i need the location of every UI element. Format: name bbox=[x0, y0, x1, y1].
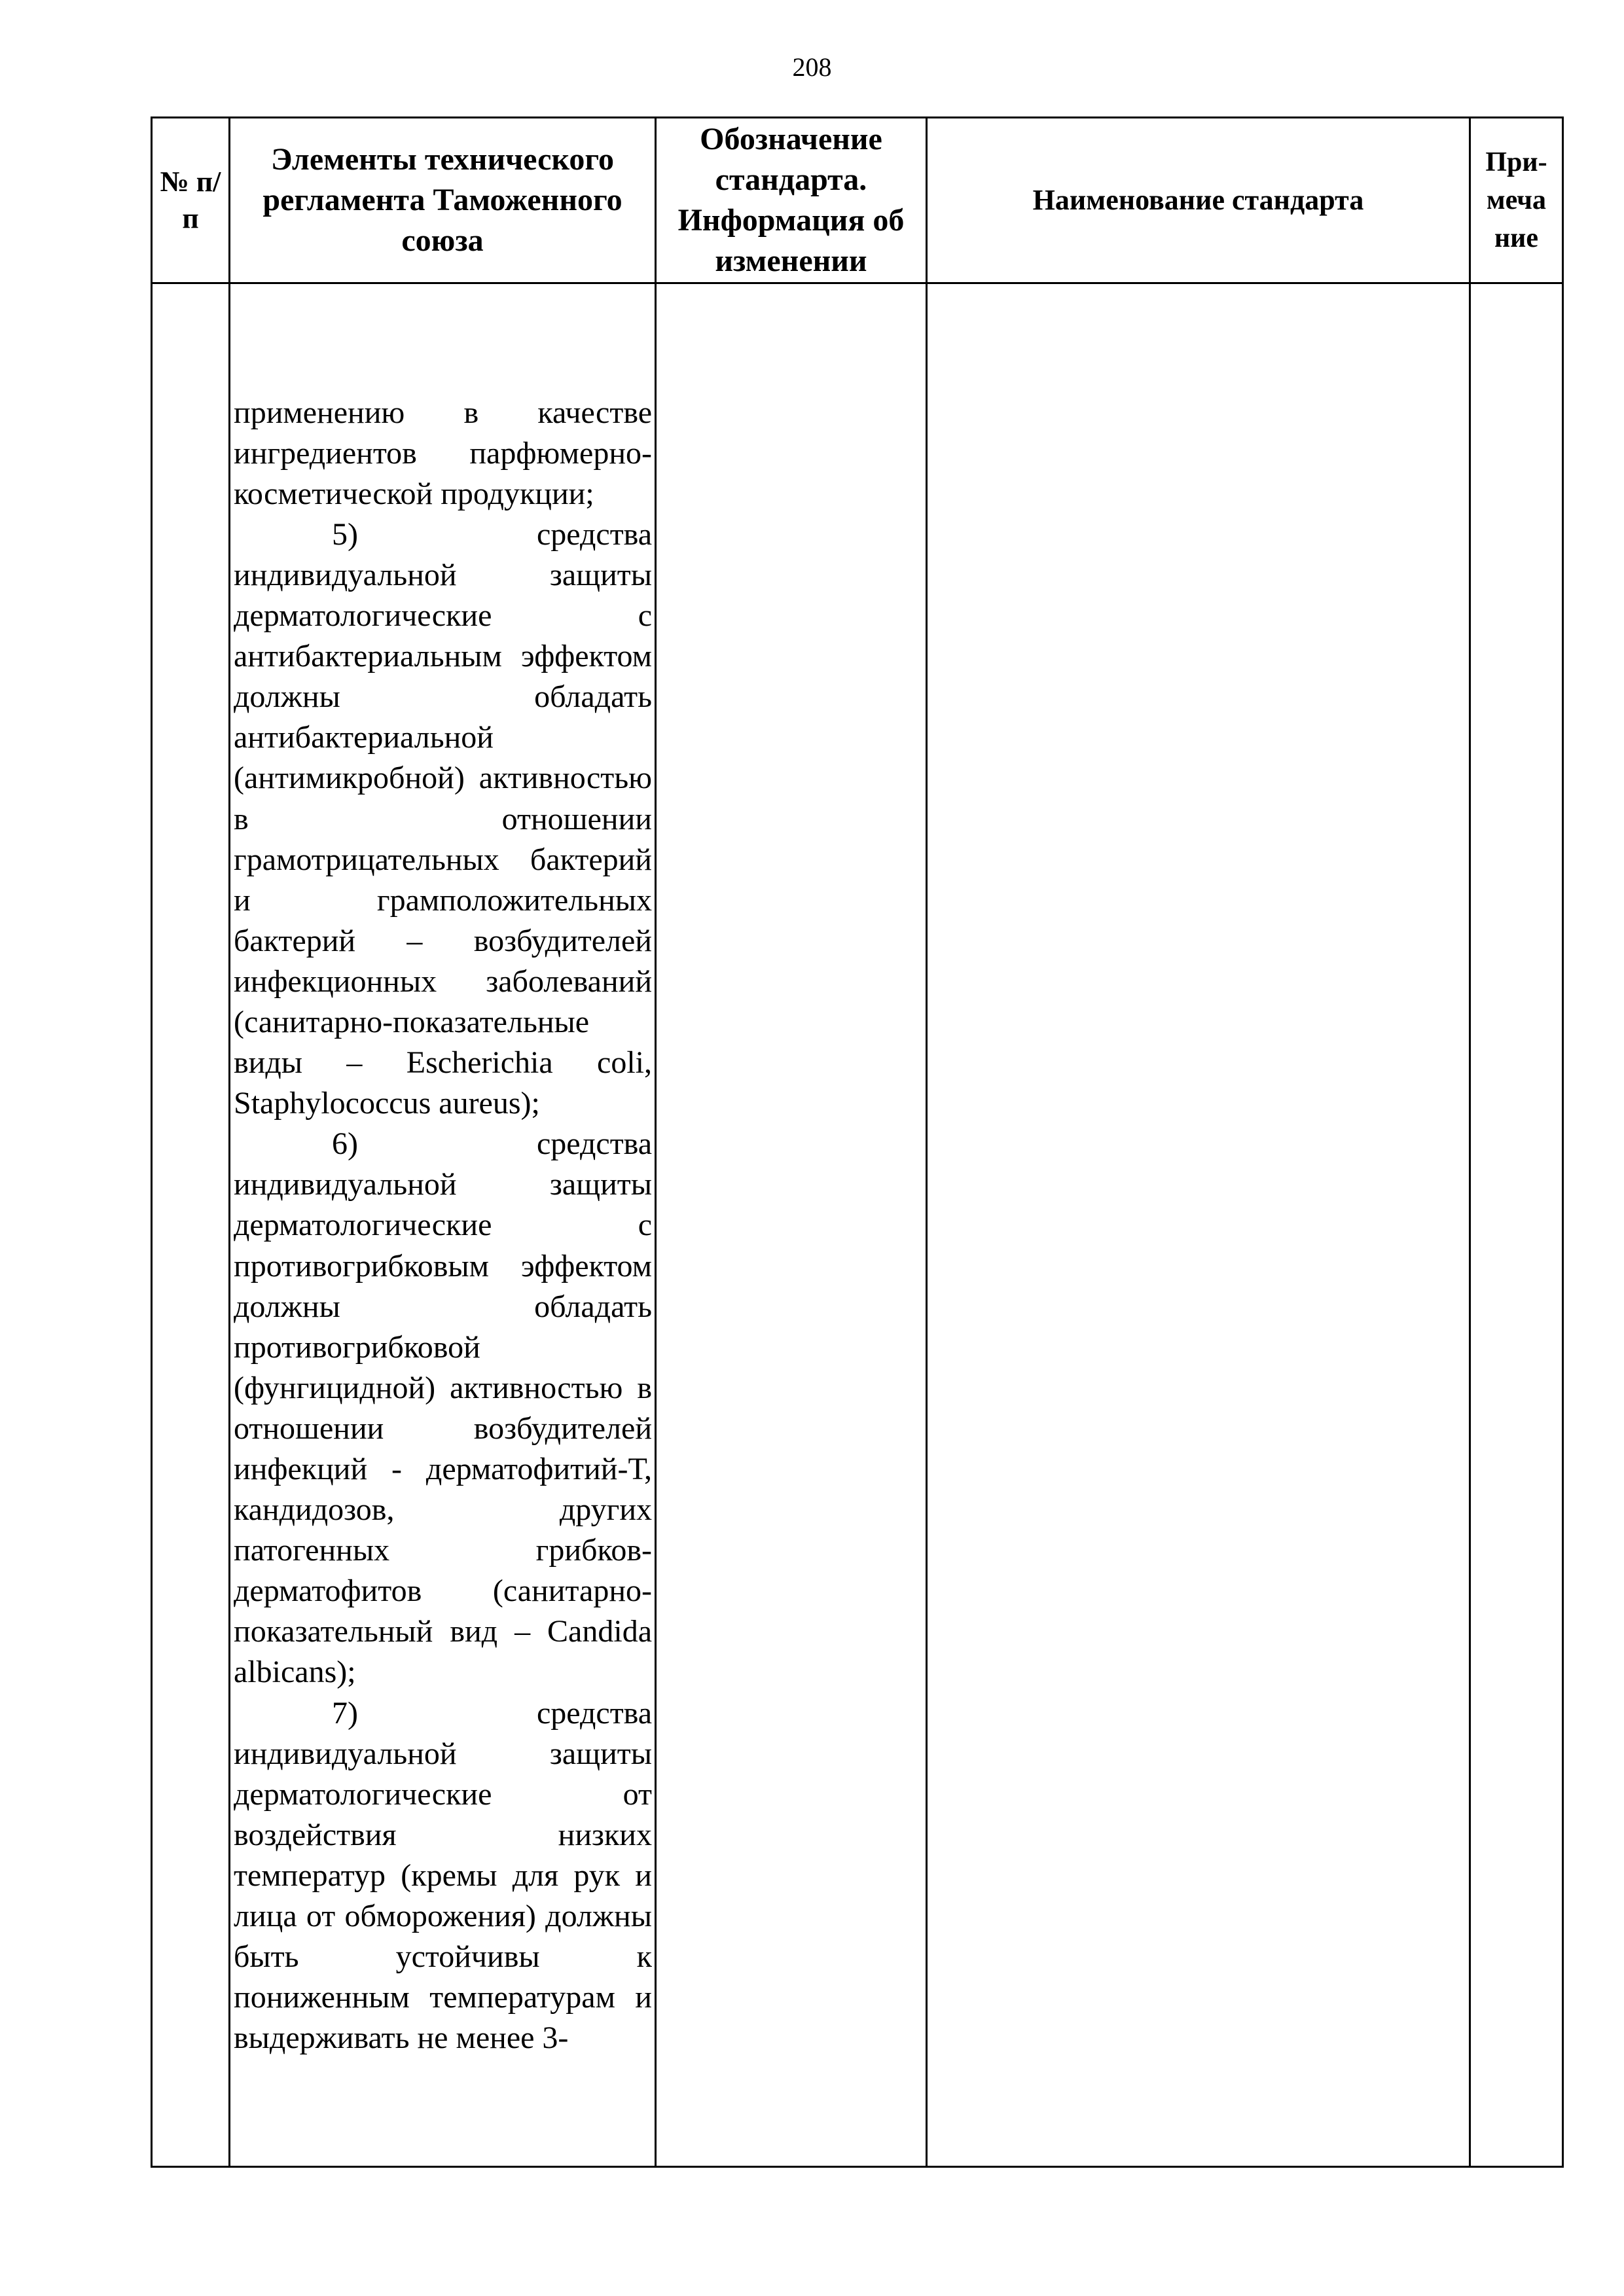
cell-elements bbox=[230, 283, 656, 2167]
table-header-row bbox=[152, 118, 1563, 283]
cell-designation bbox=[656, 283, 927, 2167]
cell-standard-name bbox=[927, 283, 1470, 2167]
header-number: № п/п bbox=[152, 118, 230, 283]
element-paragraph: 5) средства индивидуальной защиты дерматологические с антибактериальным эффектом должны обладать антибактериальной (антимикробной) активностью в отношении грамотрицательных бактерий и грамположительных бактерий – возбудителей инфекционных заболеваний (санитарно-показательные виды – Escherichia coli, Staphylococcus aureus); bbox=[234, 516, 652, 1121]
cell-number bbox=[152, 283, 230, 2167]
header-designation: Обозначение стандарта. Информация об изменении bbox=[656, 118, 927, 283]
page-number: 208 bbox=[792, 52, 832, 82]
cell-note bbox=[1470, 283, 1563, 2167]
element-paragraph: применению в качестве ингредиентов парфюмерно-косметической продукции; bbox=[234, 395, 652, 511]
element-paragraph: 6) средства индивидуальной защиты дерматологические с противогрибковым эффектом должны обладать противогрибковой (фунгицидной) активностью в отношении возбудителей инфекций - дерматофитий-Т, кандидозов, других патогенных грибков-дерматофитов (санитарно-показательный вид – Candida albicans); bbox=[234, 1126, 652, 1690]
standards-table bbox=[151, 117, 1564, 2168]
header-elements: Элементы технического регламента Таможенного союза bbox=[230, 118, 656, 283]
header-note: При- меча ние bbox=[1470, 118, 1563, 283]
header-standard-name: Наименование стандарта bbox=[927, 118, 1470, 283]
table-row bbox=[152, 283, 1563, 2167]
element-paragraph: 7) средства индивидуальной защиты дерматологические от воздействия низких температур (кремы для рук и лица от обморожения) должны быть устойчивы к пониженным температурам и выдерживать не менее 3- bbox=[234, 1695, 652, 2056]
